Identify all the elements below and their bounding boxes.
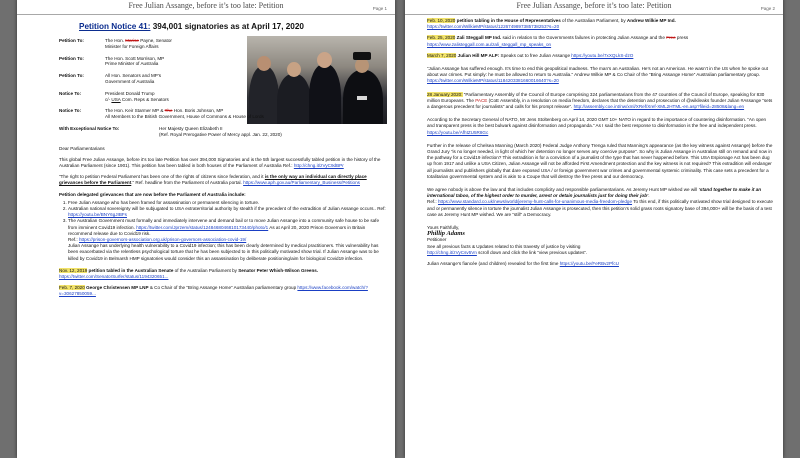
recipient-name: All Hon. Senators and MP’s [105,73,162,79]
exceptional-notice [59,126,387,138]
page-header-title: Free Julian Assange, before it’s too late: Petition [128,1,284,10]
youtube-link[interactable]: https://youtu.be/FeRBv2PfcU [559,261,619,267]
entry-text: . [648,193,650,199]
prison-governors-link[interactable]: https://prison-governors-association.org.uk/prison-governors-association-covid-19/ [78,237,247,242]
entry-text: said in relation to the Governments failures in protecting Julian Assange and the [501,35,667,41]
entry-bold: petition tabling in the House of Representatives [456,18,561,23]
entry-text: Speaks out to free Julian Assange [499,52,571,58]
recipient-role: All Members to the British Government, House of Commons & House of Lords [105,114,264,120]
right-to-petition-paragraph [59,174,387,186]
grievance-text: The Australian Government must formally and immediately intervene and demand bail or to move Julian Assange into a community safe house to be safe from imminent Covid19 infection. [68,218,380,230]
pace-word: PACE [475,97,488,103]
entry-date: 28 January 2020: [427,91,463,97]
recipient-role: Com. Reps & Senators [120,96,169,102]
entry-text: scroll down and click the link “view previous updates”. [476,249,588,255]
intro-text: This global Free Julian Assange, before it’s too late Petition has over 394,000 Signatories and is the 5th largest successfully tabled petition in the history of the Australian Parliament (since 1901). This petition has been tabled in both houses of the Parliament of Australia Ref.: [59,156,381,168]
quote-text: “Julian Assange has suffered enough. It's time to end this geopolitical madness. The man’s an Australian. He’s not an American. He wasn’t in the US when he spoke out about war crimes. Put simply: he must be allowed to return to Australia.” Andrew Wilkie MP & Co Chair of the “Bring Assange Home” Australian parliamentary group. [427,66,768,78]
petition-to-label: Petition To: [59,73,84,79]
recipient-country: USA [111,96,121,102]
twitter-link[interactable]: https://twitter.com/WilkieMP/status/1226749897385738253?s=20 [427,24,560,30]
page-header-title: Free Julian Assange, before it’s too late: Petition [516,1,672,10]
entry-date: Nov. 12, 2019 [59,267,88,273]
quote-text: “The right to petition Federal Parliament has been one of the rights of citizens since federation, and it [59,174,265,180]
manning-paragraph: Further in the release of Chelsea Manning (March 2020) Federal Judge Anthony Trenga ruled that Manning’s appearance (as the key witness against Assange) before the Grand Jury “is no longer needed, in light of which her detention no longer serves any coercive purpose”. So why is Julian Assange in Australian still on remand and now in the pathway for a Covid19 infection? This extradition is for a conviction of a journalist of the type that has never happened before. This USA Espionage Act has been dug up from 1917 and unlike a USA Citizen, Julian Assange will not be afforded First Amendment protection and the key witness is not required? This extradition will endanger all journalists and publishers globally that dare exposed USA / or foreign government war crimes and governmental systemic criminality. This case sets a precedent for a totalitarian governmental system and is akin to a Coupe that will destroy the free press and our democracy. [427,142,773,179]
twitter-link[interactable]: https://twitter.com/Jprzem/status/1248468046810173440/photo/1 [136,224,269,230]
entry-text: press [675,35,689,41]
quote-text: .” Ref. headline from the Parliament of Australia portal. [131,180,242,186]
hunt-paragraph [427,187,773,218]
ref-label: Ref.: [427,199,437,205]
struck-word: Free [666,35,676,41]
struck-word: The [164,108,173,114]
notice-to-uk [59,108,387,120]
petition-title [79,22,387,32]
signatory-count: 394,001 signatories as at April 17, 2020 [152,22,304,31]
hill-entry [427,53,773,59]
notice-to-trump [59,91,244,103]
salutation: Dear Parliamentarians [59,145,105,151]
entry-text: Julian Assange’s fiancée (and children) revealed for the first time [427,261,559,267]
steggall-entry [427,35,773,47]
page-header [17,0,395,15]
change-org-link[interactable]: http://chng.it/zVyCsv5Vn [427,249,477,255]
notice-to-label: Notice To: [59,90,82,96]
youtube-link[interactable]: https://youtu.be/AfhtZU5R8Gc [427,129,489,135]
sign-off: Yours Faithfully, [427,225,460,231]
wilkie-quote [427,66,773,85]
recipient-name: Payne, Senator [138,38,172,43]
hunt-quote: ‘stand together to make it an international taboo, of the highest order to murder, arrest or detain journalists just for doing their job’ [427,187,762,199]
petition-link[interactable]: http://chng.it/zVyC9dBPr [293,162,344,168]
entry-date: Feb. 7, 2020 [59,285,85,291]
page-number: Page 2 [760,6,775,11]
house-tabling-entry [427,18,773,30]
see-updates-line [427,244,773,256]
entry-person: Andrew Wilkie MP Ind. [626,18,676,23]
nato-entry [427,117,773,136]
page-number: Page 1 [372,6,387,11]
document-page-1 [17,0,395,458]
petition-to-senators [59,73,244,85]
entry-bold: petition tabled in the Australian Senate [88,267,174,273]
christensen-entry [59,285,387,297]
entry-date: Feb. 10, 2020 [427,18,456,23]
recipient-name: President Donald Trump [105,90,155,96]
petition-to-morrison [59,56,244,68]
document-page-2 [405,0,783,458]
recipient-name: Hon. Boris Johnson, MP [172,108,224,114]
grievance-text: As at April 20, 2020 Prison Governors in Britain recommend release due to Covid19 risk. [68,224,366,236]
aph-link[interactable]: https://www.aph.gov.au/Parliamentary_Business/Petitions [243,180,360,186]
entry-person: Zali Steggall MP Ind. [456,35,502,41]
grievance-list [59,200,387,262]
entry-person: Julian Hill MP ALP: [457,52,500,58]
entry-date: March 7, 2020 [427,52,457,58]
entry-text: See all previous facts & Updates related to this travesty of justice by visiting [427,243,581,249]
signature: Phillip Adams [427,230,465,238]
petition-to-label: Petition To: [59,38,84,43]
twitter-link[interactable]: https://twitter.com/WilkieMP/status/1184203381660016640?s=20 [427,78,559,84]
ref-label: Ref.: [68,237,78,242]
petition-notice-number: Petition Notice 41: [79,22,151,31]
youtube-link[interactable]: https://youtu.be/BNY6gJIBFs [68,212,127,218]
facebook-link[interactable]: https://www.facebook.com/watch/?v=30627850059... [59,285,368,297]
signer-role: Petitioner [427,237,447,243]
struck-name: Marise [125,38,139,43]
page-header [405,0,783,15]
entry-date: Feb. 25, 2020 [427,35,456,41]
recipient-role: Prime Minister of Australia [105,61,159,67]
senate-tabling-entry [59,268,387,280]
grievance-item [68,218,387,261]
grievance-text: Australian national sovereignty will be subjugated to USA extraterritorial authority by stealth if the precedent of the extradition of Julian Assange occurs.. Ref: [68,205,386,211]
recipient-role: Government of Australia [105,78,155,84]
recipient-role: (Ref. Royal Prerogative Power of Mercy appl. Jan. 22, 2020) [159,131,282,137]
entry-text: We agree nobody is above the law and that includes complicity and responsible parliamentarians. As Jeremy Hunt MP wished we will [427,187,699,193]
grievance-item [68,206,387,218]
recipient-prefix: c/- [105,96,112,102]
grievance-text: Julian Assange has underlying health vulnerability to a Covid19 infection; this has been clearly determined by medical practitioners. This vulnerability has been exacerbated via the relentless psychological torture that he has been subjected to in this politically motivated show trial. If Julian Assange was to be killed by Covid19 in Belmarsh HMP signatories would consider this an assassination by deliberate positioning/aim for biological Covid19 infection. [68,243,379,261]
standard-link[interactable]: https://www.standard.co.uk/news/world/jeremy-hunt-calls-for-unanimous-media-freedom-pledge [437,199,633,205]
pace-entry [427,92,773,111]
exceptional-notice-label: With Exceptional Notice To: [59,125,120,131]
grievance-heading: Petition delegated grievances that are now before the Parliament of Australia include: [59,191,246,197]
grievance-item: 1. Free Julian Assange who has been framed for assassination or permanent silencing in torture. [68,200,387,206]
entry-text: & Co Chair of the “Bring Assange Home” Australian parliamentary group [148,285,297,291]
entry-text: “Parliamentary Assembly of the Council of Europe comprising 324 parliamentarians from the 47 countries of the Council of Europe, speaking for 830 million Europeans. The [427,91,765,103]
petition-to-label: Petition To: [59,55,84,61]
page-2-body [427,18,773,267]
recipient-role: Minister for Foreign Affairs [105,43,159,49]
recipient-name: Her Majesty Queen Elizabeth II [159,125,223,131]
entry-text: of the Australian Parliament, by [560,18,627,23]
recipient-prefix: The Hon. [105,38,126,43]
youtube-link[interactable]: https://youtu.be/7xXQLkS-dzO [571,52,634,58]
entry-text: (CoE Assembly, in a resolution on media freedom, declares that the detention and prosecution of @wikileaks founder Julian #Assange “sets a dangerous precedent for journalists” and calls for his prompt release”. [427,97,773,110]
entry-person: George Christensen MP LNP [86,285,149,291]
entry-text: According to the Secretary General of NATO, Mr Jens Stoltenberg on April 14, 2020 GMT 10+ NATO in regard to the importance of countering disinformation. “An open and transparent press is the best bulwark against disinformation and propaganda.” As I said the best response to disinformation is the free and independent press. [427,117,767,129]
entry-text: of the Australian Parliament by [173,267,239,273]
quote-emphasis: is the only way an individual can directly place grievances before the Parliament [59,174,367,186]
petition-to-payne [59,38,244,50]
intro-paragraph [59,157,387,169]
entry-text: To this end, if this politically motivated show trial designed to execute and or permanently silence in torture the journalist Julian Assange is prosecuted, then this petition’s solid grass roots signatory base of 394,000+ will be the basis of a test case as Jeremy Hunt MP wished. We are “still” a Democracy. [427,199,773,217]
twitter-link[interactable]: https://twitter.com/SenatorSurfer/status/1194320651... [59,274,169,280]
page-1-body [59,22,387,298]
fiance-entry [427,261,773,267]
notice-to-label: Notice To: [59,108,82,114]
coe-link[interactable]: http://assembly.coe.int/nw/xml/XRef/Xref-XML2HTML-en.asp?fileid=28508&lang=en [573,104,745,110]
steggall-link[interactable]: https://www.zalisteggall.com.au/zali_steggall_mp_speaks_on [427,41,552,47]
recipient-prefix: The Hon. Keir Starmer MP & [105,108,165,114]
recipient-name: The Hon. Scott Morrison, MP [105,55,165,61]
entry-person: Senator Peter Whish-Wilson Greens. [238,267,319,273]
